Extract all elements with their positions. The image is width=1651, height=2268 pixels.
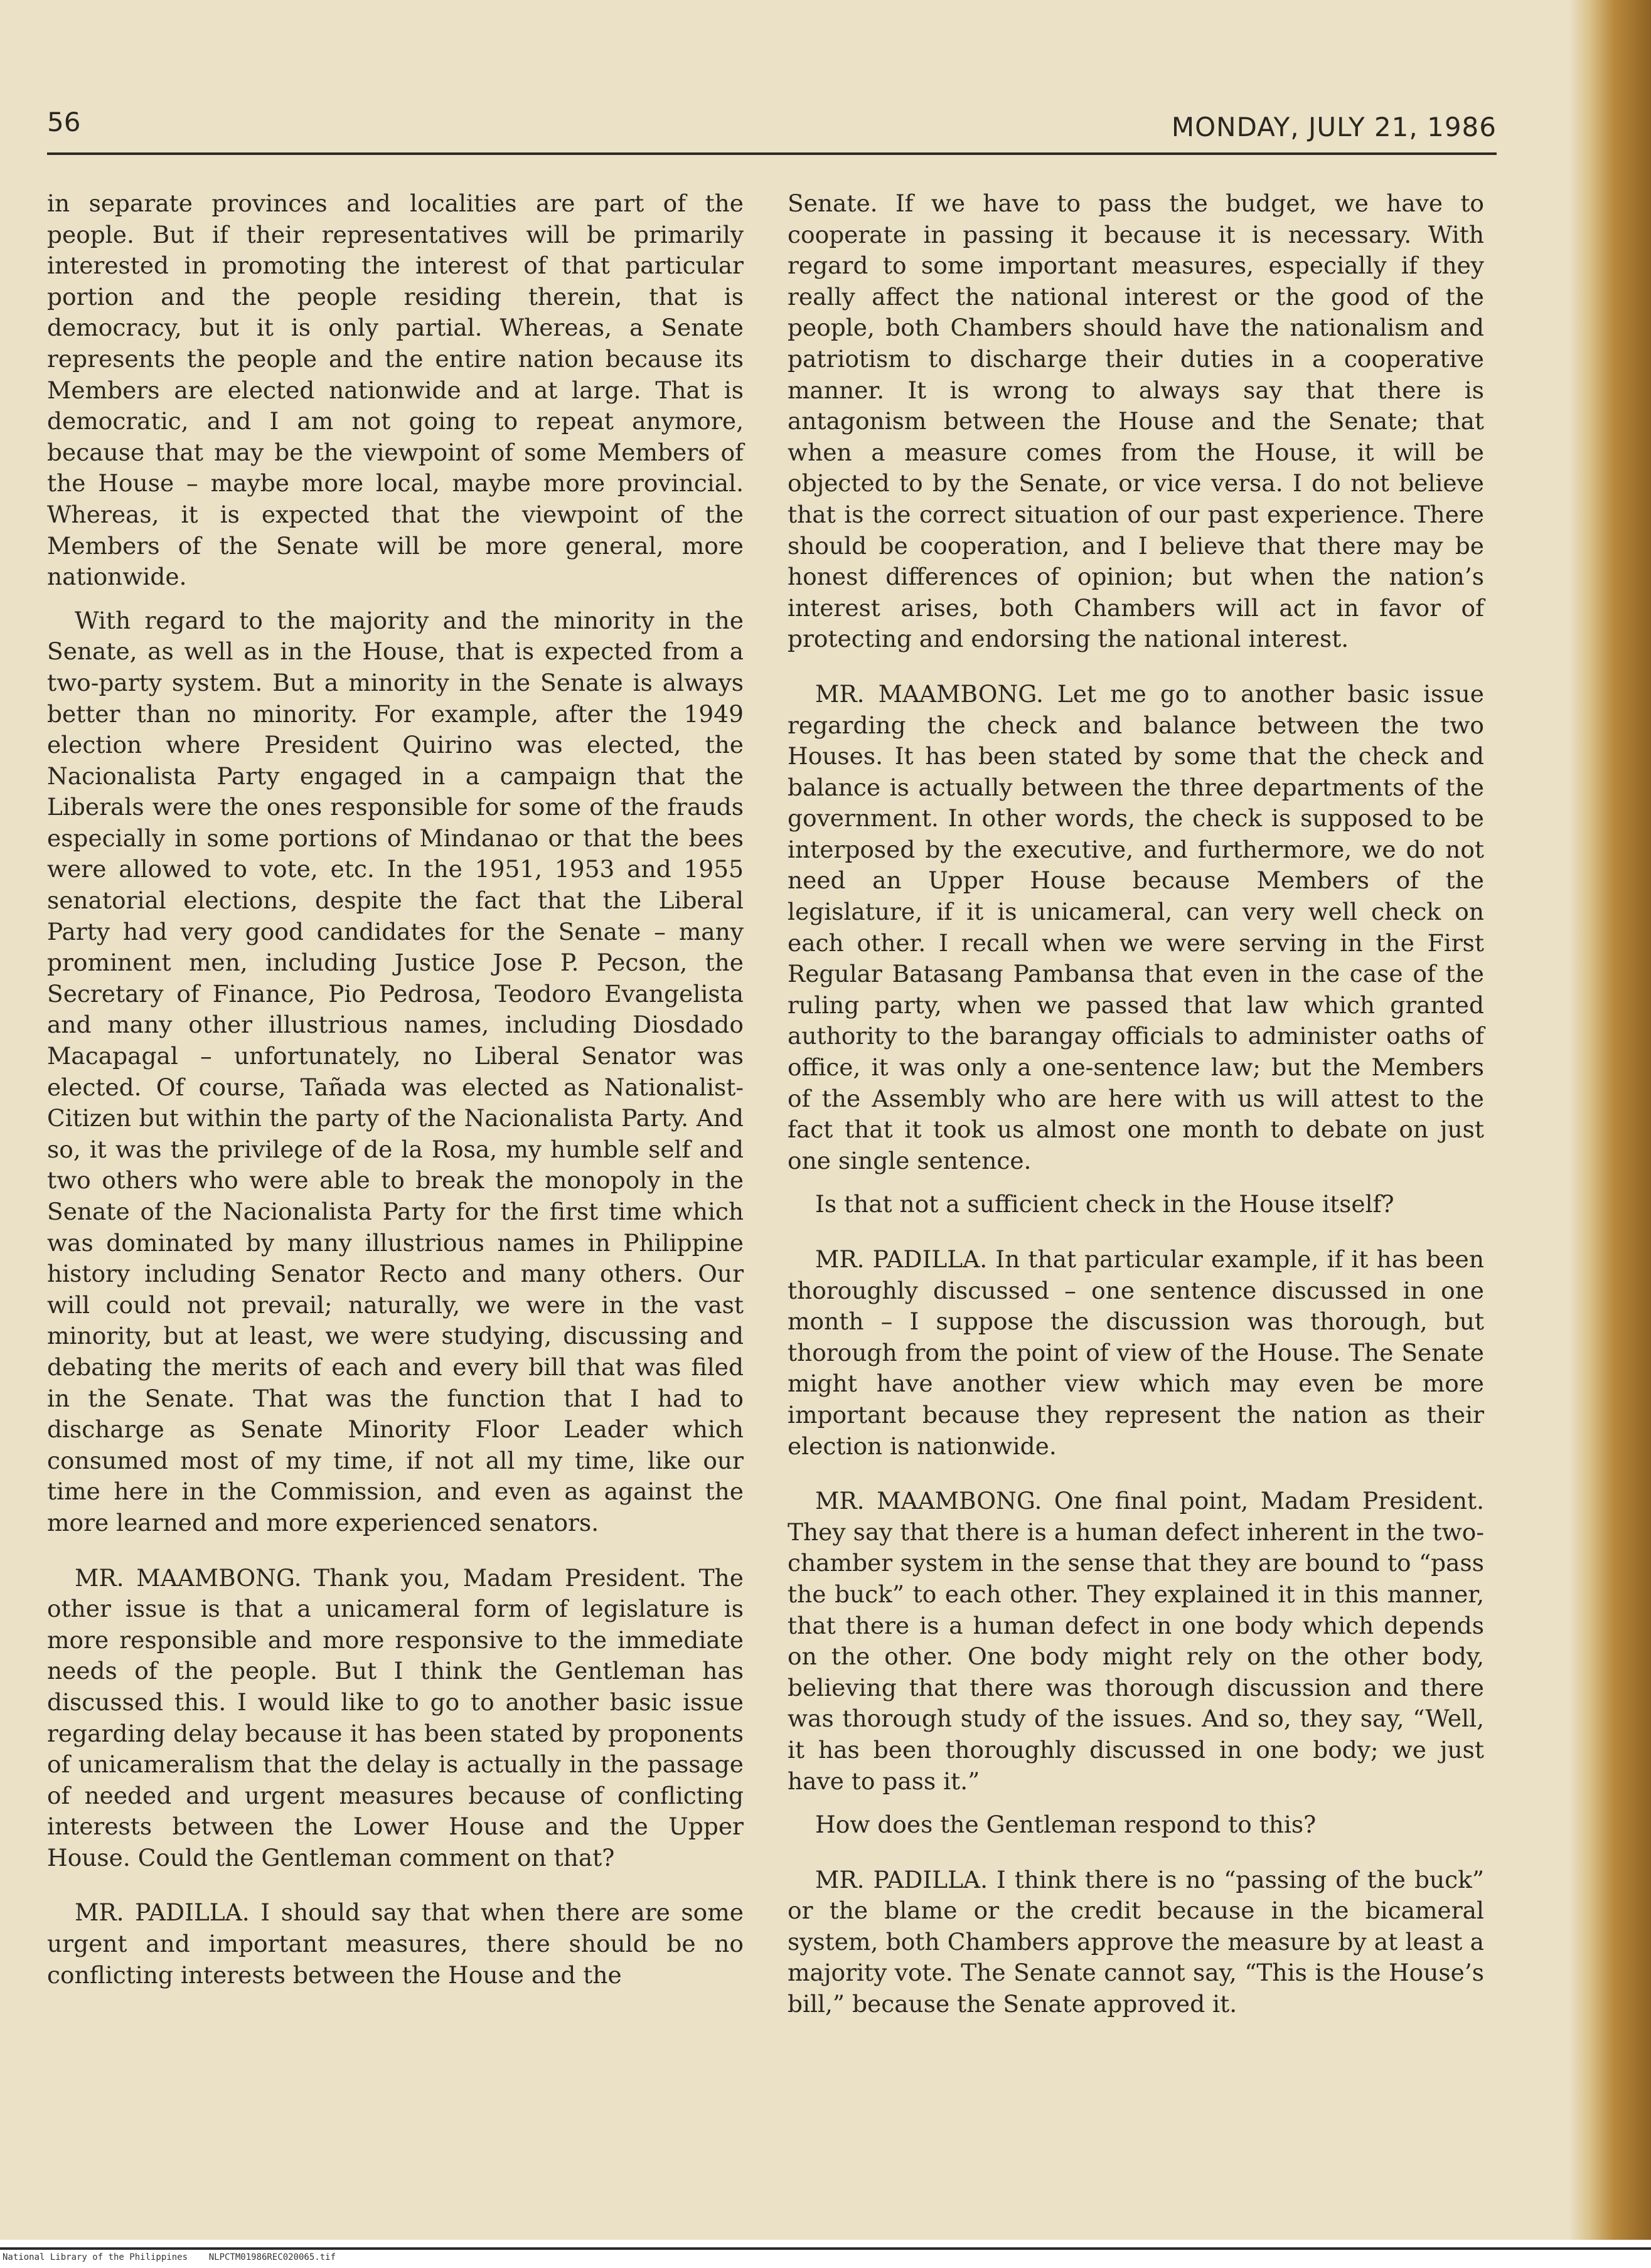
paragraph: MR. PADILLA. In that particular example, if it has been thoroughly discussed – one sentence discussed in one month – I suppose the discussion was thorough, but thorough from the point of view of the House. The Senate might have another view which may even be more important because they represent the nation as their election is nationwide. [788,1245,1484,1460]
header-rule [47,152,1497,155]
page-header [47,100,1497,151]
session-date: MONDAY, JULY 21, 1986 [1171,112,1497,142]
paragraph: MR. PADILLA. I think there is no “passing of the buck” or the blame or the credit because in the bicameral system, both Chambers approve the measure by at least a majority vote. The Senate cannot say, “This is the House’s bill,” because the Senate approved it. [788,1865,1484,2018]
paragraph: MR. MAAMBONG. Let me go to another basic issue regarding the check and balance between the two Houses. It has been stated by some that the check and balance is actually between the three departments of the government. In other words, the check is supposed to be interposed by the executive, and furthermore, we do not need an Upper House because Members of the legislature, if it is unicameral, can very well check on each other. I recall when we were serving in the First Regular Batasang Pambansa that even in the case of the ruling party, when we passed that law which granted authority to the barangay officials to administer oaths of office, it was only a one-sentence law; but the Members of the Assembly who are here with us will attest to the fact that it took us almost one month to debate on just one single sentence. [788,679,1484,1174]
paragraph: How does the Gentleman respond to this? [815,1811,1317,1839]
paragraph: Is that not a sufficient check in the House itself? [815,1190,1394,1218]
left-column [47,188,744,1991]
paragraph: MR. MAAMBONG. Thank you, Madam President. The other issue is that a unicameral form of legislature is more responsible and more responsive to the immediate needs of the people. But I think the Gentleman has discussed this. I would like to go to another basic issue regarding delay because it has been stated by proponents of unicameralism that the delay is actually in the passage of needed and urgent measures because of conflicting interests between the Lower House and the Upper House. Could the Gentleman comment on that? [47,1563,744,1871]
right-column [788,188,1484,2020]
paragraph: MR. PADILLA. I should say that when there are some urgent and important measures, there should be no conflicting interests between the House and the [47,1898,744,1989]
paragraph: MR. MAAMBONG. One final point, Madam President. They say that there is a human defect inherent in the two-chamber system in the sense that they are bound to “pass the buck” to each other. They explained it in this manner, that there is a human defect in one body which depends on the other. One body might rely on the other body, believing that there was thorough discussion and there was thorough study of the issues. And so, they say, “Well, it has been thoroughly discussed in one body; we just have to pass it.” [788,1487,1484,1795]
book-spine-edge [1569,0,1651,2240]
paragraph: With regard to the majority and the minority in the Senate, as well as in the House, that is expected from a two-party system. But a minority in the Senate is always better than no minority. For example, after the 1949 election where President Quirino was elected, the Nacionalista Party engaged in a campaign that the Liberals were the ones responsible for some of the frauds especially in some portions of Mindanao or that the bees were allowed to vote, etc. In the 1951, 1953 and 1955 senatorial elections, despite the fact that the Liberal Party had very good candidates for the Senate – many prominent men, including Justice Jose P. Pecson, the Secretary of Finance, Pio Pedrosa, Teodoro Evangelista and many other illustrious names, including Diosdado Macapagal – unfortunately, no Liberal Senator was elected. Of course, Tañada was elected as Nationalist-Citizen but within the party of the Nacionalista Party. And so, it was the privilege of de la Rosa, my humble self and two others who were able to break the monopoly in the Senate of the Nacionalista Party for the first time which was dominated by many illustrious names in Philippine history including Senator Recto and many others. Our will could not prevail; naturally, we were in the vast minority, but at least, we were studying, discussing and debating the merits of each and every bill that was filed in the Senate. That was the function that I had to discharge as Senate Minority Floor Leader which consumed most of my time, if not all my time, like our time here in the Commission, and even as against the more learned and more experienced senators. [47,606,744,1536]
scan-footer-rule [0,2247,1651,2250]
paragraph: in separate provinces and localities are part of the people. But if their representatives will be primarily interested in promoting the interest of that particular portion and the people residing therein, that is democracy, but it is only partial. Whereas, a Senate represents the people and the entire nation because its Members are elected nationwide and at large. That is democratic, and I am not going to repeat anymore, because that may be the viewpoint of some Members of the House – maybe more local, maybe more provincial. Whereas, it is expected that the viewpoint of the Members of the Senate will be more general, more nationwide. [47,189,744,591]
paragraph: Senate. If we have to pass the budget, we have to cooperate in passing it because it is necessary. With regard to some important measures, especially if they really affect the national interest or the good of the people, both Chambers should have the nationalism and patriotism to discharge their duties in a cooperative manner. It is wrong to always say that there is antagonism between the House and the Senate; that when a measure comes from the House, it will be objected to by the Senate, or vice versa. I do not believe that is the correct situation of our past experience. There should be cooperation, and I believe that there may be honest differences of opinion; but when the nation’s interest arises, both Chambers will act in favor of protecting and endorsing the national interest. [788,189,1484,653]
scan-footer [0,2240,1651,2268]
page-number: 56 [47,107,81,137]
scan-footer-text: National Library of the Philippines NLPCTM01986REC020065.tif [3,2252,336,2262]
